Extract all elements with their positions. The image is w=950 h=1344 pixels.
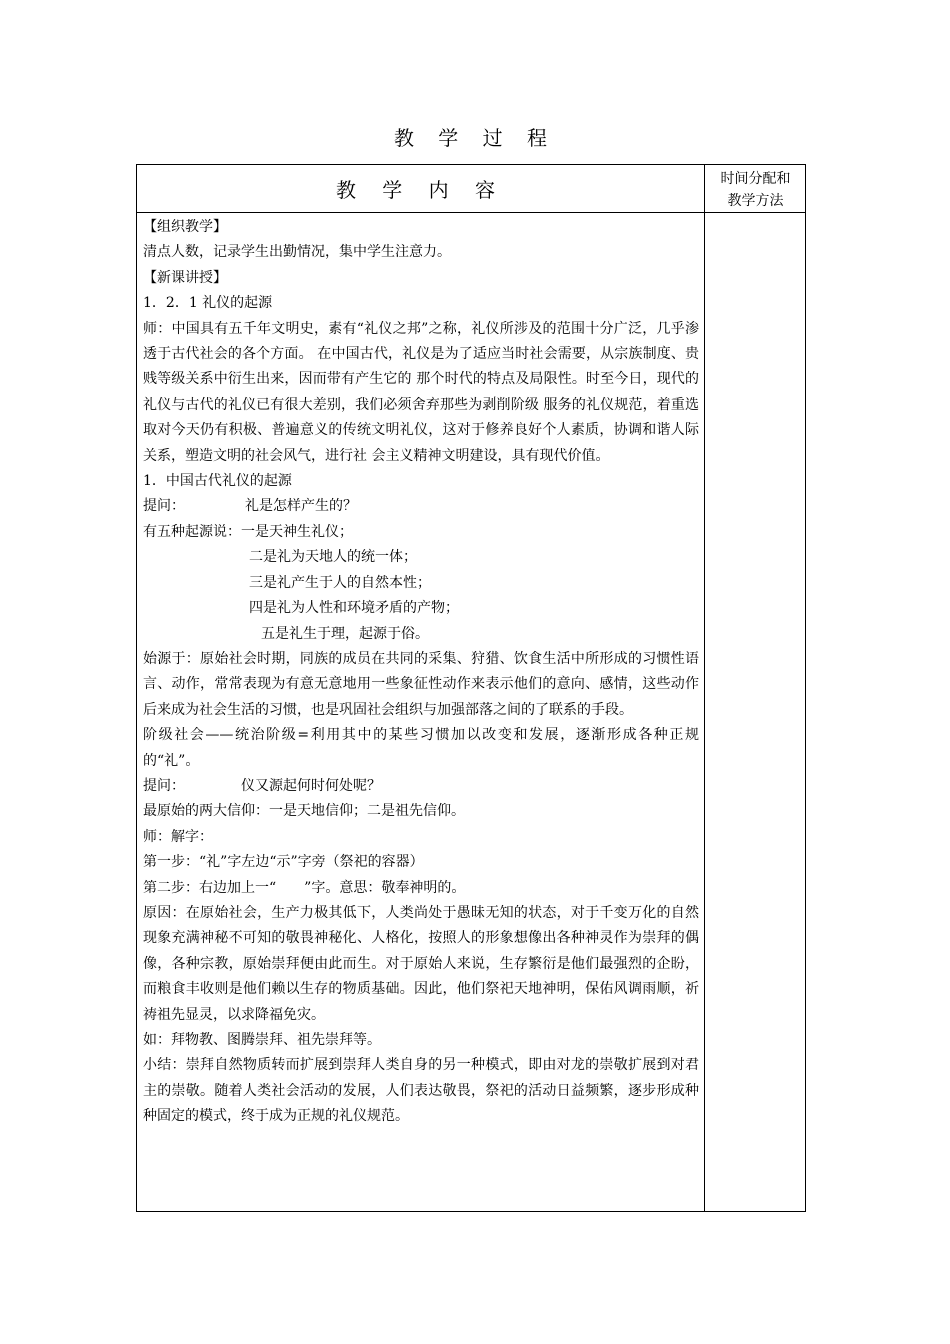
summary-paragraph: 小结：崇拜自然物质转而扩展到崇拜人类自身的另一种模式，即由对龙的崇敬扩展到对君主的崇敬。随着人类社会活动的发展，人们表达敬畏，祭祀的活动日益频繁，逐步形成种种固定的模式，终于成为正规的礼仪规范。 (143, 1057, 699, 1125)
class-society-paragraph: 阶级社会——统治阶级=利用其中的某些习惯加以改变和发展，逐渐形成各种正规的“礼”。 (143, 727, 699, 769)
question-1-label: 提问： (143, 498, 185, 515)
theories-intro: 有五种起源说：一是天神生礼仪； (143, 523, 353, 540)
header-divider (137, 212, 805, 213)
column-divider (704, 165, 705, 1211)
page-title: 教 学 过 程 (393, 126, 557, 150)
organize-text: 清点人数，记录学生出勤情况，集中学生注意力。 (143, 244, 451, 261)
subsection-title: 1．中国古代礼仪的起源 (143, 473, 292, 490)
beliefs-line: 最原始的两大信仰：一是天地信仰；二是祖先信仰。 (143, 803, 465, 820)
reason-paragraph: 原因：在原始社会，生产力极其低下，人类尚处于愚昧无知的状态，对于千变万化的自然现象充满神秘不可知的敬畏神秘化、人格化，按照人的形象想像出各种神灵作为崇拜的偶像，各种宗教，原始崇拜便由此而生。对于原始人来说，生存繁衍是他们最强烈的企盼，而粮食丰收则是他们赖以生存的物质基础。因此，他们祭祀天地神明，保佑风调雨顺，祈祷祖先显灵，以求降福免灾。 (143, 904, 699, 1023)
step-1: 第一步：“礼”字左边“示”字旁（祭祀的容器） (143, 854, 424, 871)
theory-3: 三是礼产生于人的自然本性； (249, 574, 431, 591)
new-lesson-heading: 【新课讲授】 (143, 269, 227, 286)
step-2: 第二步：右边加上一“ ”字。意思：敬奉神明的。 (143, 879, 466, 896)
content-column-header: 教 学 内 容 (335, 178, 506, 202)
section-title: 1．2．1 礼仪的起源 (143, 295, 273, 312)
method-header-line2: 教学方法 (727, 193, 784, 209)
lesson-content (143, 215, 699, 1130)
question-1 (143, 494, 699, 519)
organize-heading: 【组织教学】 (143, 219, 227, 235)
examples-line: 如：拜物教、图腾崇拜、祖先崇拜等。 (143, 1032, 381, 1048)
theory-4: 四是礼为人性和环境矛盾的产物； (249, 600, 459, 617)
theory-2: 二是礼为天地人的统一体； (249, 549, 417, 566)
method-column-header (705, 168, 806, 212)
explain-line: 师：解字： (143, 828, 213, 845)
method-header-line1: 时间分配和 (720, 171, 791, 187)
question-2 (143, 774, 699, 799)
lesson-table (136, 164, 806, 1212)
origin-paragraph: 始源于：原始社会时期，同族的成员在共同的采集、狩猎、饮食生活中所形成的习惯性语言、动作，常常表现为有意无意地用一些象征性动作来表示他们的意向、感情，这些动作后来成为社会生活的习惯，也是巩固社会组织与加强部落之间的了联系的手段。 (143, 650, 699, 718)
question-2-label: 提问： (143, 777, 185, 794)
intro-paragraph: 师：中国具有五千年文明史，素有“礼仪之邦”之称，礼仪所涉及的范围十分广泛，几乎渗透于古代社会的各个方面。 在中国古代，礼仪是为了适应当时社会需要，从宗族制度、贵贱等级关系中衍生出来，因而带有产生它的 那个时代的特点及局限性。时至今日，现代的礼仪与古代的礼仪已有很大差别，我们必须舍弃那些为剥削阶级 服务的礼仪规范，着重选取对今天仍有积极、普遍意义的传统文明礼仪，这对于修养良好个人素质，协调和谐人际关系，塑造文明的社会风气，进行社 会主义精神文明建设，具有现代价值。 (143, 320, 699, 464)
theory-5: 五是礼生于理，起源于俗。 (261, 625, 429, 642)
question-1-text: 礼是怎样产生的？ (245, 498, 357, 515)
question-2-text: 仪又源起何时何处呢？ (241, 777, 381, 794)
